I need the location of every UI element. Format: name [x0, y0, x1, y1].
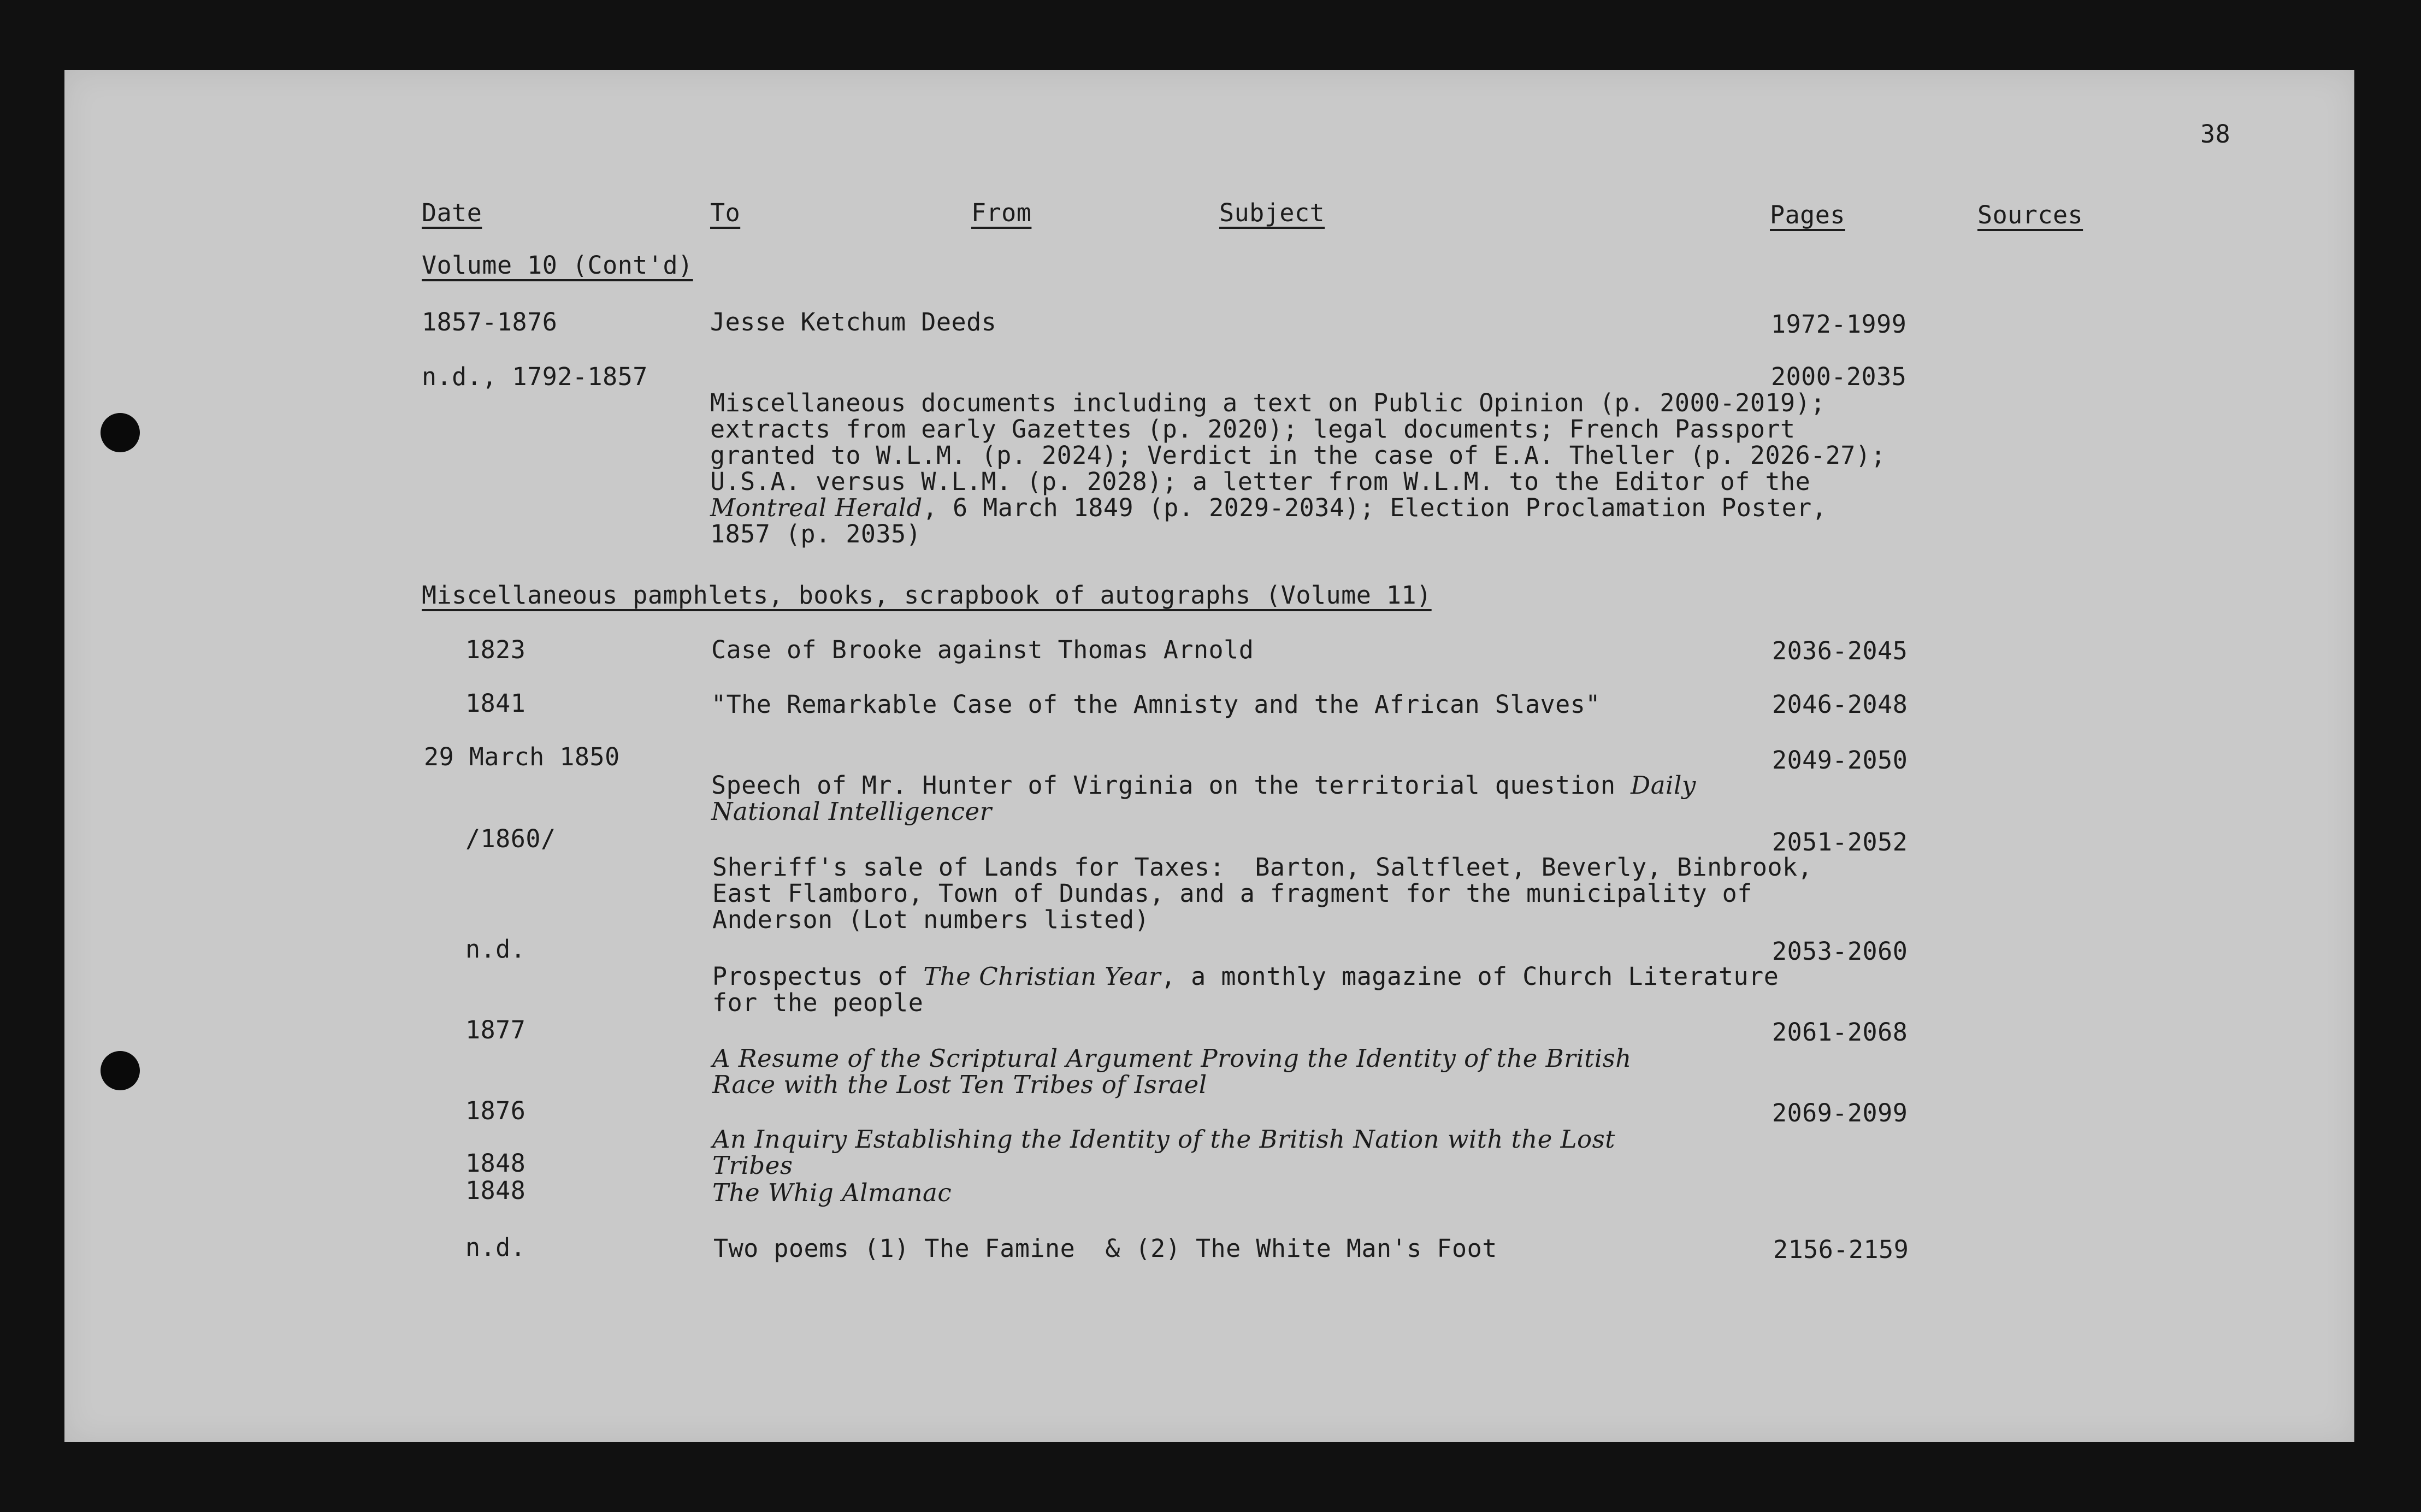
- subject-line: U.S.A. versus W.L.M. (p. 2028); a letter from W.L.M. to the Editor of the: [710, 467, 1811, 496]
- entry-date: 1877: [465, 1015, 526, 1044]
- header-to: To: [710, 198, 741, 227]
- italic-title: Race with the Lost Ten Tribes of Israel: [712, 1070, 1207, 1099]
- header-subject: Subject: [1219, 198, 1325, 227]
- subject-line: East Flamboro, Town of Dundas, and a fragment for the municipality of: [712, 879, 1752, 908]
- entry-date: 1848: [465, 1149, 526, 1178]
- entry-date: 1841: [465, 689, 526, 718]
- entry-pages: 2046-2048: [1772, 690, 1908, 719]
- entry-subject: The Whig Almanac: [712, 1178, 952, 1207]
- header-pages: Pages: [1770, 200, 1845, 229]
- entry-pages: 2061-2068: [1772, 1018, 1908, 1047]
- entry-subject: Two poems (1) The Famine & (2) The White Man's Foot: [713, 1234, 1497, 1263]
- italic-title: Tribes: [712, 1151, 793, 1180]
- subject-line: granted to W.L.M. (p. 2024); Verdict in the case of E.A. Theller (p. 2026-27);: [710, 441, 1886, 470]
- entry-date: 1823: [465, 635, 526, 664]
- entry-date: 1876: [465, 1096, 526, 1125]
- entry-pages: 2069-2099: [1772, 1098, 1908, 1127]
- entry-date: n.d.: [465, 1233, 526, 1262]
- subject-text: , a monthly magazine of Church Literature: [1161, 962, 1779, 991]
- section-title-volume-10: Volume 10 (Cont'd): [422, 251, 693, 280]
- italic-title: An Inquiry Establishing the Identity of the British Nation with the Lost: [712, 1125, 1615, 1154]
- entry-date: n.d.: [465, 935, 526, 964]
- subject-line: extracts from early Gazettes (p. 2020); legal documents; French Passport: [710, 415, 1796, 444]
- italic-title: Montreal Herald: [710, 493, 923, 522]
- entry-pages: 1972-1999: [1771, 310, 1907, 339]
- entry-pages: 2000-2035: [1771, 362, 1907, 391]
- subject-text: Speech of Mr. Hunter of Virginia on the territorial question: [711, 771, 1631, 800]
- punch-hole: [101, 413, 140, 452]
- italic-title: The Christian Year: [923, 962, 1161, 991]
- italic-title: A Resume of the Scriptural Argument Proving the Identity of the British: [712, 1044, 1632, 1073]
- entry-pages: 2049-2050: [1772, 746, 1908, 775]
- section-title-volume-11: Miscellaneous pamphlets, books, scrapbook of autographs (Volume 11): [422, 581, 1432, 610]
- subject-text: Prospectus of: [712, 962, 924, 991]
- subject-line: Sheriff's sale of Lands for Taxes: Barton, Saltfleet, Beverly, Binbrook,: [712, 853, 1813, 882]
- entry-pages: 2051-2052: [1772, 828, 1908, 857]
- entry-pages: 2036-2045: [1772, 636, 1908, 665]
- italic-title: National Intelligencer: [711, 797, 992, 826]
- entry-subject: "The Remarkable Case of the Amnisty and the African Slaves": [711, 690, 1601, 719]
- subject-line: [710, 495, 1886, 521]
- entry-date: 1857-1876: [422, 308, 558, 336]
- entry-date: n.d., 1792-1857: [422, 362, 648, 391]
- entry-pages: 2156-2159: [1773, 1235, 1909, 1264]
- header-sources: Sources: [1977, 200, 2083, 229]
- subject-line: 1857 (p. 2035): [710, 519, 922, 548]
- entry-subject: Case of Brooke against Thomas Arnold: [711, 635, 1254, 664]
- entry-date: 1848: [465, 1176, 526, 1205]
- entry-pages: 2053-2060: [1772, 937, 1908, 966]
- entry-subject: [710, 364, 1886, 574]
- header-from: From: [971, 198, 1032, 227]
- header-date: Date: [422, 198, 482, 227]
- entry-date: /1860/: [465, 824, 556, 853]
- subject-line: [711, 772, 1696, 799]
- page-number: 38: [2200, 120, 2231, 149]
- punch-hole: [101, 1051, 140, 1090]
- subject-text: , 6 March 1849 (p. 2029-2034); Election Proclamation Poster,: [922, 493, 1827, 522]
- subject-line: Anderson (Lot numbers listed): [712, 905, 1150, 934]
- subject-line: for the people: [712, 988, 924, 1017]
- entry-subject: Jesse Ketchum Deeds: [710, 308, 997, 336]
- subject-line: [712, 964, 1779, 990]
- subject-line: Miscellaneous documents including a text on Public Opinion (p. 2000-2019);: [710, 388, 1826, 417]
- italic-title: Daily: [1631, 771, 1696, 800]
- entry-date: 29 March 1850: [424, 742, 620, 771]
